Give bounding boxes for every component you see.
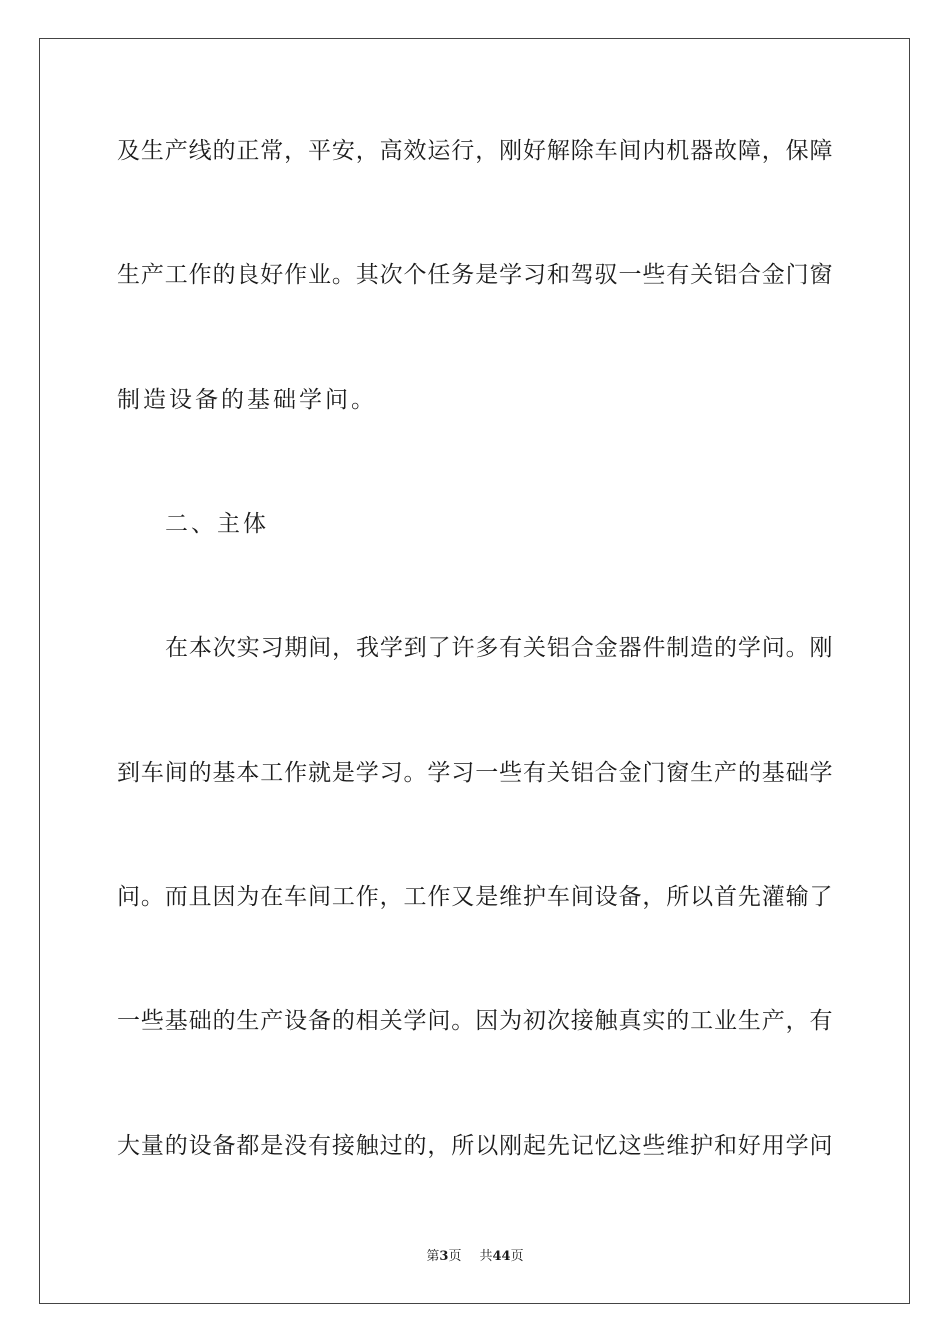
body-text-line-7: 问。而且因为在车间工作，工作又是维护车间设备，所以首先灌输了 [117,884,833,910]
page-suffix: 页 [448,1249,462,1264]
total-suffix: 页 [510,1249,524,1264]
total-pages: 44 [492,1249,511,1264]
page-prefix: 第 [426,1249,440,1264]
body-text-line-1: 及生产线的正常，平安，高效运行，刚好解除车间内机器故障，保障 [117,138,833,164]
page-footer [0,1248,950,1266]
section-heading: 二、主体 [165,511,269,537]
total-prefix: 共 [479,1249,493,1264]
body-text-line-9: 大量的设备都是没有接触过的，所以刚起先记忆这些维护和好用学问 [117,1133,833,1159]
page-border [39,38,910,1304]
page-number: 3 [439,1249,449,1264]
body-text-line-8: 一些基础的生产设备的相关学问。因为初次接触真实的工业生产，有 [117,1008,833,1034]
body-text-line-3: 制造设备的基础学问。 [117,387,377,413]
body-text-line-2: 生产工作的良好作业。其次个任务是学习和驾驭一些有关铝合金门窗 [117,262,833,288]
body-text-line-5: 在本次实习期间，我学到了许多有关铝合金器件制造的学问。刚 [165,635,833,661]
body-text-line-6: 到车间的基本工作就是学习。学习一些有关铝合金门窗生产的基础学 [117,760,833,786]
